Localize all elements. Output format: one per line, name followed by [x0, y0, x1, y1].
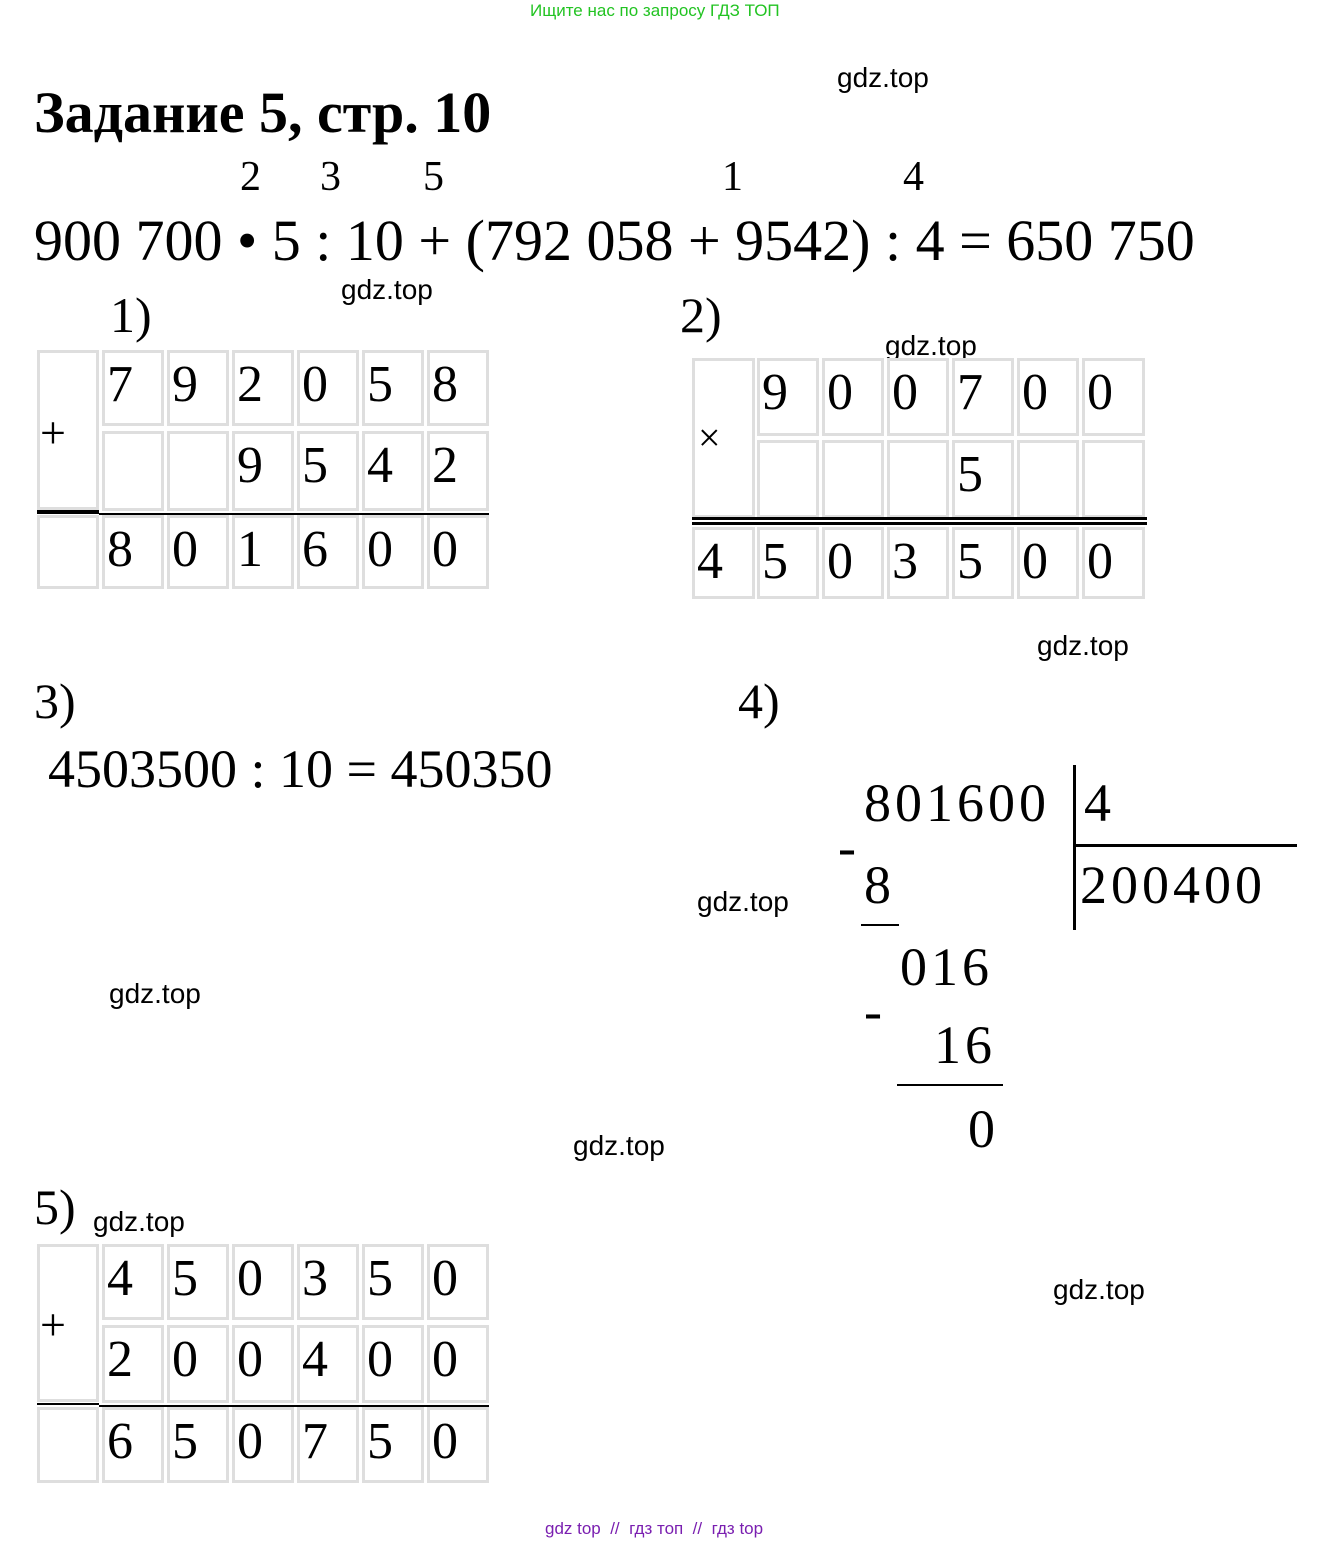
digit-cell: 2 [102, 1325, 164, 1403]
plus-sign: + [40, 1299, 66, 1350]
times-sign: × [698, 415, 721, 460]
step-label: 4) [738, 673, 780, 729]
digit-cell: 7 [952, 358, 1014, 436]
digit-cell: 6 [102, 1407, 164, 1483]
digit-cell: 0 [887, 358, 949, 436]
digit-cell: 9 [167, 350, 229, 426]
search-banner[interactable]: Ищите нас по запросу ГДЗ ТОП [530, 1, 780, 20]
subtraction-line [861, 924, 899, 926]
digit-cell: 5 [167, 1407, 229, 1483]
division-bar [1073, 765, 1076, 930]
minus-sign: - [838, 817, 860, 877]
digit-cell [37, 515, 99, 589]
product-line [692, 517, 1147, 520]
sum-line [37, 510, 99, 514]
order-number: 1 [722, 154, 743, 200]
digit-cell: 0 [822, 358, 884, 436]
sum-line [37, 1403, 99, 1405]
digit-cell [37, 1407, 99, 1483]
order-number: 2 [240, 154, 261, 200]
digit-cell: 0 [1017, 358, 1079, 436]
digit-cell: 0 [297, 350, 359, 426]
watermark: gdz.top [1037, 630, 1129, 661]
digit-cell [167, 431, 229, 511]
digit-cell: 4 [102, 1244, 164, 1320]
order-number: 4 [903, 154, 924, 200]
digit-cell: 5 [167, 1244, 229, 1320]
watermark: gdz.top [885, 330, 977, 361]
product-line [692, 522, 1147, 525]
digit-cell: 0 [427, 1244, 489, 1320]
subtrahend: 8 [864, 855, 895, 915]
watermark: gdz.top [109, 978, 201, 1009]
digit-cell: 0 [362, 1325, 424, 1403]
digit-cell: 8 [427, 350, 489, 426]
digit-cell: 0 [167, 1325, 229, 1403]
digit-cell: 0 [427, 1407, 489, 1483]
footer-links[interactable]: gdz top // гдз топ // гдз top [545, 1519, 764, 1538]
watermark: gdz.top [1053, 1274, 1145, 1305]
digit-cell [1082, 440, 1145, 518]
digit-cell: 0 [232, 1244, 294, 1320]
order-number: 5 [423, 154, 444, 200]
digit-cell: 4 [362, 431, 424, 511]
main-expression: 900 700 • 5 : 10 + (792 058 + 9542) : 4 = 650 750 [34, 208, 1195, 273]
watermark: gdz.top [697, 886, 789, 917]
quotient: 200400 [1080, 855, 1266, 915]
digit-cell [102, 431, 164, 511]
digit-cell: 0 [362, 515, 424, 589]
digit-cell: 0 [1017, 527, 1079, 599]
remainder: 016 [900, 937, 993, 997]
watermark: gdz.top [837, 62, 929, 93]
digit-cell [822, 440, 884, 518]
divisor-line [1075, 844, 1297, 847]
digit-cell [757, 440, 819, 518]
minus-sign: - [864, 981, 886, 1041]
digit-cell: 3 [887, 527, 949, 599]
subtraction-line [897, 1084, 1003, 1086]
digit-cell: 9 [232, 431, 294, 511]
digit-cell: 3 [297, 1244, 359, 1320]
dividend: 801600 [864, 773, 1050, 833]
digit-cell: 6 [297, 515, 359, 589]
final-remainder: 0 [968, 1099, 999, 1159]
digit-cell [887, 440, 949, 518]
digit-cell [1017, 440, 1079, 518]
digit-cell: 2 [427, 431, 489, 511]
digit-cell: 5 [297, 431, 359, 511]
digit-cell: 5 [952, 440, 1014, 518]
digit-cell: 0 [427, 515, 489, 589]
watermark: gdz.top [341, 274, 433, 305]
digit-cell: 5 [362, 350, 424, 426]
digit-cell: 5 [757, 527, 819, 599]
step-label: 2) [680, 287, 722, 343]
digit-cell: 0 [232, 1407, 294, 1483]
digit-cell: 2 [232, 350, 294, 426]
digit-cell: 4 [692, 527, 755, 599]
digit-cell: 0 [427, 1325, 489, 1403]
digit-cell: 5 [952, 527, 1014, 599]
digit-cell: 0 [1082, 527, 1145, 599]
step3-equation: 4503500 : 10 = 450350 [48, 739, 553, 799]
digit-cell: 0 [1082, 358, 1145, 436]
digit-cell: 4 [297, 1325, 359, 1403]
digit-cell: 7 [102, 350, 164, 426]
step-label: 5) [34, 1179, 76, 1235]
digit-cell: 8 [102, 515, 164, 589]
digit-cell: 9 [757, 358, 819, 436]
digit-cell: 0 [167, 515, 229, 589]
page-title: Задание 5, стр. 10 [34, 80, 492, 145]
divisor: 4 [1084, 773, 1115, 833]
digit-cell: 7 [297, 1407, 359, 1483]
order-number: 3 [320, 154, 341, 200]
digit-cell: 0 [232, 1325, 294, 1403]
subtrahend: 16 [934, 1015, 996, 1075]
plus-sign: + [40, 407, 66, 458]
digit-cell: 0 [822, 527, 884, 599]
digit-cell: 5 [362, 1407, 424, 1483]
watermark: gdz.top [93, 1206, 185, 1237]
digit-cell: 5 [362, 1244, 424, 1320]
watermark: gdz.top [573, 1130, 665, 1161]
step-label: 1) [110, 287, 152, 343]
step-label: 3) [34, 673, 76, 729]
digit-cell: 1 [232, 515, 294, 589]
